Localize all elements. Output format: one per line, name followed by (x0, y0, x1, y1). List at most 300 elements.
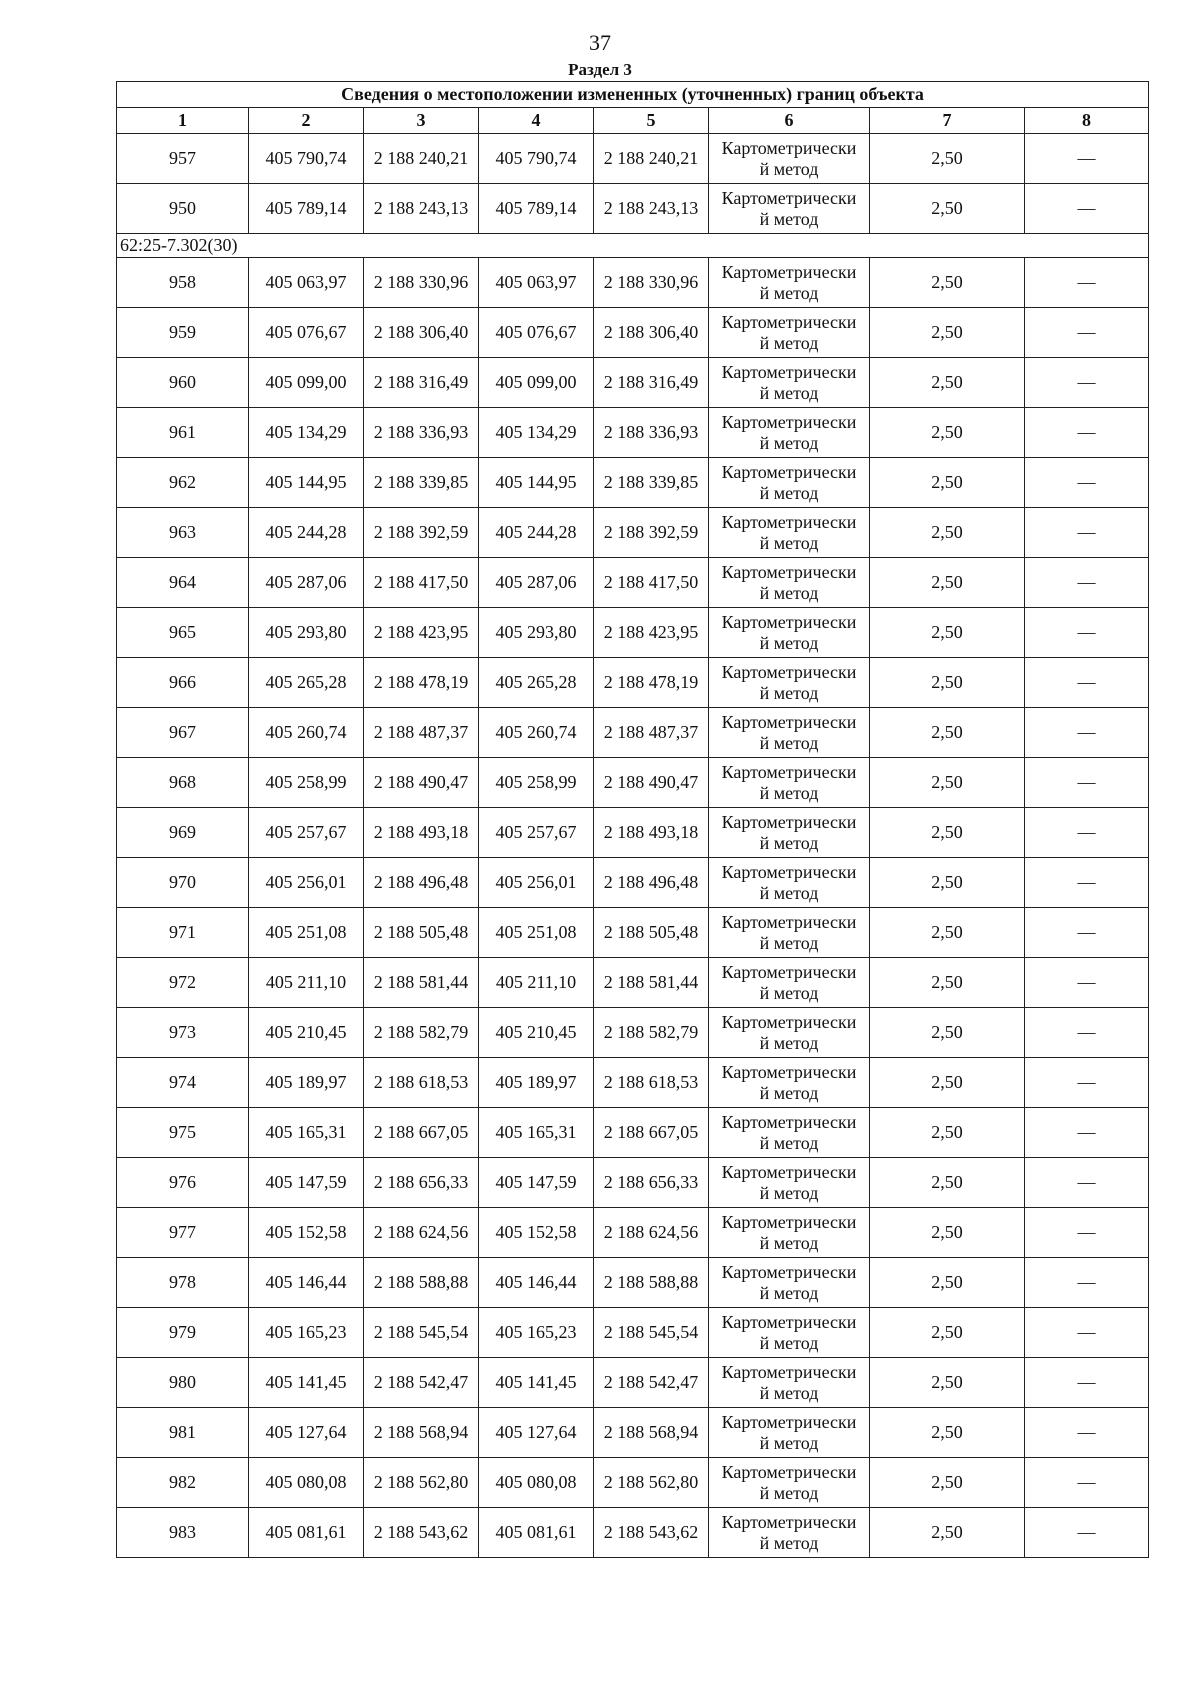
method-line-2: й метод (759, 1382, 819, 1403)
x-old-cell: 405 099,00 (249, 358, 364, 408)
method-cell (709, 708, 870, 758)
method-cell (709, 1508, 870, 1558)
x-old-cell: 405 127,64 (249, 1408, 364, 1458)
accuracy-cell: 2,50 (870, 558, 1025, 608)
method-cell (709, 908, 870, 958)
method-line-1: Картометрически (721, 561, 857, 582)
x-new-cell: 405 211,10 (479, 958, 594, 1008)
y-old-cell: 2 188 667,05 (364, 1108, 479, 1158)
table-row (117, 908, 1149, 958)
y-old-cell: 2 188 316,49 (364, 358, 479, 408)
point-number-cell: 968 (117, 758, 249, 808)
y-old-cell: 2 188 330,96 (364, 258, 479, 308)
method-line-2: й метод (759, 1032, 819, 1053)
point-number-cell: 963 (117, 508, 249, 558)
x-new-cell: 405 146,44 (479, 1258, 594, 1308)
method-cell (709, 1108, 870, 1158)
y-old-cell: 2 188 656,33 (364, 1158, 479, 1208)
method-line-1: Картометрически (721, 861, 857, 882)
y-new-cell: 2 188 545,54 (594, 1308, 709, 1358)
y-old-cell: 2 188 490,47 (364, 758, 479, 808)
table-row (117, 758, 1149, 808)
table-row (117, 1358, 1149, 1408)
method-cell (709, 1208, 870, 1258)
accuracy-cell: 2,50 (870, 758, 1025, 808)
table-row (117, 1108, 1149, 1158)
y-old-cell: 2 188 496,48 (364, 858, 479, 908)
y-old-cell: 2 188 505,48 (364, 908, 479, 958)
description-cell: — (1025, 358, 1149, 408)
y-old-cell: 2 188 243,13 (364, 184, 479, 234)
boundary-table (116, 81, 1149, 1558)
y-old-cell: 2 188 588,88 (364, 1258, 479, 1308)
table-row (117, 1058, 1149, 1108)
point-number-cell: 971 (117, 908, 249, 958)
description-cell: — (1025, 258, 1149, 308)
method-line-2: й метод (759, 432, 819, 453)
y-new-cell: 2 188 336,93 (594, 408, 709, 458)
y-new-cell: 2 188 417,50 (594, 558, 709, 608)
table-row (117, 1208, 1149, 1258)
method-cell (709, 1058, 870, 1108)
y-new-cell: 2 188 505,48 (594, 908, 709, 958)
y-old-cell: 2 188 417,50 (364, 558, 479, 608)
y-new-cell: 2 188 656,33 (594, 1158, 709, 1208)
method-cell (709, 608, 870, 658)
x-new-cell: 405 251,08 (479, 908, 594, 958)
description-cell: — (1025, 858, 1149, 908)
y-old-cell: 2 188 562,80 (364, 1458, 479, 1508)
method-line-1: Картометрически (721, 711, 857, 732)
y-new-cell: 2 188 582,79 (594, 1008, 709, 1058)
x-new-cell: 405 127,64 (479, 1408, 594, 1458)
accuracy-cell: 2,50 (870, 258, 1025, 308)
x-old-cell: 405 076,67 (249, 308, 364, 358)
method-cell (709, 408, 870, 458)
y-new-cell: 2 188 392,59 (594, 508, 709, 558)
description-cell: — (1025, 308, 1149, 358)
y-new-cell: 2 188 330,96 (594, 258, 709, 308)
column-header-2: 2 (249, 108, 364, 134)
x-old-cell: 405 141,45 (249, 1358, 364, 1408)
method-cell (709, 1008, 870, 1058)
x-new-cell: 405 165,23 (479, 1308, 594, 1358)
x-old-cell: 405 081,61 (249, 1508, 364, 1558)
point-number-cell: 980 (117, 1358, 249, 1408)
table-caption-row (117, 82, 1149, 108)
method-line-1: Картометрически (721, 361, 857, 382)
description-cell: — (1025, 808, 1149, 858)
description-cell: — (1025, 1508, 1149, 1558)
x-old-cell: 405 251,08 (249, 908, 364, 958)
group-row (117, 234, 1149, 258)
description-cell: — (1025, 408, 1149, 458)
x-new-cell: 405 265,28 (479, 658, 594, 708)
description-cell: — (1025, 1208, 1149, 1258)
y-new-cell: 2 188 624,56 (594, 1208, 709, 1258)
x-new-cell: 405 152,58 (479, 1208, 594, 1258)
point-number-cell: 962 (117, 458, 249, 508)
x-new-cell: 405 141,45 (479, 1358, 594, 1408)
method-line-2: й метод (759, 282, 819, 303)
x-old-cell: 405 258,99 (249, 758, 364, 808)
accuracy-cell: 2,50 (870, 608, 1025, 658)
point-number-cell: 982 (117, 1458, 249, 1508)
x-new-cell: 405 210,45 (479, 1008, 594, 1058)
y-new-cell: 2 188 339,85 (594, 458, 709, 508)
table-row (117, 1258, 1149, 1308)
description-cell: — (1025, 1158, 1149, 1208)
x-old-cell: 405 256,01 (249, 858, 364, 908)
method-line-1: Картометрически (721, 661, 857, 682)
y-new-cell: 2 188 243,13 (594, 184, 709, 234)
x-old-cell: 405 165,31 (249, 1108, 364, 1158)
x-new-cell: 405 189,97 (479, 1058, 594, 1108)
accuracy-cell: 2,50 (870, 1208, 1025, 1258)
page-number: 37 (589, 30, 611, 55)
accuracy-cell: 2,50 (870, 708, 1025, 758)
x-old-cell: 405 134,29 (249, 408, 364, 458)
method-cell (709, 458, 870, 508)
description-cell: — (1025, 1258, 1149, 1308)
y-new-cell: 2 188 568,94 (594, 1408, 709, 1458)
accuracy-cell: 2,50 (870, 134, 1025, 184)
accuracy-cell: 2,50 (870, 358, 1025, 408)
method-line-1: Картометрически (721, 1261, 857, 1282)
x-old-cell: 405 063,97 (249, 258, 364, 308)
accuracy-cell: 2,50 (870, 1308, 1025, 1358)
method-line-2: й метод (759, 832, 819, 853)
y-new-cell: 2 188 478,19 (594, 658, 709, 708)
method-line-2: й метод (759, 1232, 819, 1253)
method-line-2: й метод (759, 1332, 819, 1353)
method-line-1: Картометрически (721, 1011, 857, 1032)
accuracy-cell: 2,50 (870, 1058, 1025, 1108)
method-line-1: Картометрически (721, 137, 857, 158)
table-row (117, 308, 1149, 358)
x-new-cell: 405 080,08 (479, 1458, 594, 1508)
table-row (117, 134, 1149, 184)
x-old-cell: 405 790,74 (249, 134, 364, 184)
section-title: Раздел 3 (568, 60, 632, 79)
column-header-1: 1 (117, 108, 249, 134)
table-row (117, 1158, 1149, 1208)
method-cell (709, 308, 870, 358)
method-line-2: й метод (759, 1432, 819, 1453)
description-cell: — (1025, 508, 1149, 558)
method-line-2: й метод (759, 582, 819, 603)
y-new-cell: 2 188 316,49 (594, 358, 709, 408)
table-row (117, 708, 1149, 758)
point-number-cell: 976 (117, 1158, 249, 1208)
method-line-2: й метод (759, 332, 819, 353)
x-old-cell: 405 260,74 (249, 708, 364, 758)
point-number-cell: 959 (117, 308, 249, 358)
x-old-cell: 405 293,80 (249, 608, 364, 658)
column-header-5: 5 (594, 108, 709, 134)
table-row (117, 184, 1149, 234)
description-cell: — (1025, 1108, 1149, 1158)
description-cell: — (1025, 608, 1149, 658)
x-new-cell: 405 257,67 (479, 808, 594, 858)
x-new-cell: 405 081,61 (479, 1508, 594, 1558)
description-cell: — (1025, 558, 1149, 608)
y-new-cell: 2 188 618,53 (594, 1058, 709, 1108)
point-number-cell: 961 (117, 408, 249, 458)
method-line-2: й метод (759, 732, 819, 753)
y-old-cell: 2 188 493,18 (364, 808, 479, 858)
point-number-cell: 983 (117, 1508, 249, 1558)
accuracy-cell: 2,50 (870, 508, 1025, 558)
y-new-cell: 2 188 588,88 (594, 1258, 709, 1308)
method-line-2: й метод (759, 382, 819, 403)
column-header-8: 8 (1025, 108, 1149, 134)
x-new-cell: 405 076,67 (479, 308, 594, 358)
table-row (117, 358, 1149, 408)
method-line-1: Картометрически (721, 911, 857, 932)
table-row (117, 608, 1149, 658)
y-new-cell: 2 188 562,80 (594, 1458, 709, 1508)
x-new-cell: 405 165,31 (479, 1108, 594, 1158)
method-line-1: Картометрически (721, 461, 857, 482)
description-cell: — (1025, 908, 1149, 958)
method-line-2: й метод (759, 632, 819, 653)
x-new-cell: 405 244,28 (479, 508, 594, 558)
accuracy-cell: 2,50 (870, 1158, 1025, 1208)
method-line-1: Картометрически (721, 511, 857, 532)
point-number-cell: 964 (117, 558, 249, 608)
point-number-cell: 969 (117, 808, 249, 858)
method-line-1: Картометрически (721, 1061, 857, 1082)
y-old-cell: 2 188 478,19 (364, 658, 479, 708)
y-new-cell: 2 188 542,47 (594, 1358, 709, 1408)
method-cell (709, 958, 870, 1008)
table-body (117, 82, 1149, 1558)
table-row (117, 458, 1149, 508)
x-new-cell: 405 134,29 (479, 408, 594, 458)
point-number-cell: 972 (117, 958, 249, 1008)
y-new-cell: 2 188 423,95 (594, 608, 709, 658)
column-header-3: 3 (364, 108, 479, 134)
table-row (117, 408, 1149, 458)
column-header-4: 4 (479, 108, 594, 134)
y-new-cell: 2 188 306,40 (594, 308, 709, 358)
accuracy-cell: 2,50 (870, 908, 1025, 958)
description-cell: — (1025, 658, 1149, 708)
method-line-2: й метод (759, 482, 819, 503)
method-line-1: Картометрически (721, 261, 857, 282)
y-new-cell: 2 188 490,47 (594, 758, 709, 808)
x-old-cell: 405 144,95 (249, 458, 364, 508)
column-header-6: 6 (709, 108, 870, 134)
description-cell: — (1025, 1008, 1149, 1058)
method-line-1: Картометрически (721, 1161, 857, 1182)
method-cell (709, 758, 870, 808)
method-cell (709, 658, 870, 708)
description-cell: — (1025, 184, 1149, 234)
y-old-cell: 2 188 543,62 (364, 1508, 479, 1558)
x-old-cell: 405 165,23 (249, 1308, 364, 1358)
method-cell (709, 1258, 870, 1308)
y-old-cell: 2 188 542,47 (364, 1358, 479, 1408)
method-cell (709, 134, 870, 184)
table-caption: Сведения о местоположении измененных (уточненных) границ объекта (117, 82, 1149, 108)
y-old-cell: 2 188 582,79 (364, 1008, 479, 1058)
method-cell (709, 1158, 870, 1208)
method-line-2: й метод (759, 1132, 819, 1153)
description-cell: — (1025, 758, 1149, 808)
point-number-cell: 979 (117, 1308, 249, 1358)
method-line-2: й метод (759, 1482, 819, 1503)
point-number-cell: 958 (117, 258, 249, 308)
point-number-cell: 960 (117, 358, 249, 408)
accuracy-cell: 2,50 (870, 408, 1025, 458)
y-new-cell: 2 188 240,21 (594, 134, 709, 184)
method-line-2: й метод (759, 208, 819, 229)
method-line-2: й метод (759, 1282, 819, 1303)
x-new-cell: 405 789,14 (479, 184, 594, 234)
y-old-cell: 2 188 581,44 (364, 958, 479, 1008)
point-number-cell: 957 (117, 134, 249, 184)
y-new-cell: 2 188 581,44 (594, 958, 709, 1008)
table-row (117, 658, 1149, 708)
method-line-2: й метод (759, 1182, 819, 1203)
x-new-cell: 405 260,74 (479, 708, 594, 758)
description-cell: — (1025, 1458, 1149, 1508)
point-number-cell: 965 (117, 608, 249, 658)
point-number-cell: 973 (117, 1008, 249, 1058)
table-row (117, 258, 1149, 308)
y-old-cell: 2 188 568,94 (364, 1408, 479, 1458)
table-row (117, 558, 1149, 608)
description-cell: — (1025, 134, 1149, 184)
method-line-1: Картометрически (721, 1311, 857, 1332)
accuracy-cell: 2,50 (870, 858, 1025, 908)
x-old-cell: 405 147,59 (249, 1158, 364, 1208)
method-line-2: й метод (759, 682, 819, 703)
y-old-cell: 2 188 618,53 (364, 1058, 479, 1108)
y-old-cell: 2 188 423,95 (364, 608, 479, 658)
y-new-cell: 2 188 543,62 (594, 1508, 709, 1558)
cadastral-group-label: 62:25-7.302(30) (117, 234, 1149, 258)
y-old-cell: 2 188 392,59 (364, 508, 479, 558)
accuracy-cell: 2,50 (870, 1508, 1025, 1558)
accuracy-cell: 2,50 (870, 808, 1025, 858)
method-cell (709, 558, 870, 608)
accuracy-cell: 2,50 (870, 1008, 1025, 1058)
x-new-cell: 405 790,74 (479, 134, 594, 184)
table-row (117, 1308, 1149, 1358)
method-cell (709, 1458, 870, 1508)
x-old-cell: 405 257,67 (249, 808, 364, 858)
accuracy-cell: 2,50 (870, 184, 1025, 234)
y-old-cell: 2 188 545,54 (364, 1308, 479, 1358)
y-old-cell: 2 188 339,85 (364, 458, 479, 508)
description-cell: — (1025, 1408, 1149, 1458)
table-header-row (117, 108, 1149, 134)
x-new-cell: 405 144,95 (479, 458, 594, 508)
method-line-1: Картометрически (721, 611, 857, 632)
point-number-cell: 970 (117, 858, 249, 908)
accuracy-cell: 2,50 (870, 1458, 1025, 1508)
y-new-cell: 2 188 493,18 (594, 808, 709, 858)
x-new-cell: 405 099,00 (479, 358, 594, 408)
description-cell: — (1025, 958, 1149, 1008)
table-row (117, 1508, 1149, 1558)
x-old-cell: 405 265,28 (249, 658, 364, 708)
table-row (117, 508, 1149, 558)
y-old-cell: 2 188 624,56 (364, 1208, 479, 1258)
point-number-cell: 974 (117, 1058, 249, 1108)
method-line-1: Картометрически (721, 411, 857, 432)
x-old-cell: 405 210,45 (249, 1008, 364, 1058)
y-new-cell: 2 188 487,37 (594, 708, 709, 758)
x-new-cell: 405 063,97 (479, 258, 594, 308)
description-cell: — (1025, 708, 1149, 758)
x-old-cell: 405 244,28 (249, 508, 364, 558)
x-new-cell: 405 293,80 (479, 608, 594, 658)
point-number-cell: 967 (117, 708, 249, 758)
table-row (117, 858, 1149, 908)
x-old-cell: 405 152,58 (249, 1208, 364, 1258)
method-line-2: й метод (759, 782, 819, 803)
x-new-cell: 405 258,99 (479, 758, 594, 808)
x-new-cell: 405 287,06 (479, 558, 594, 608)
method-line-2: й метод (759, 158, 819, 179)
y-new-cell: 2 188 496,48 (594, 858, 709, 908)
method-cell (709, 1358, 870, 1408)
table-row (117, 1458, 1149, 1508)
description-cell: — (1025, 458, 1149, 508)
method-cell (709, 508, 870, 558)
method-cell (709, 184, 870, 234)
column-header-7: 7 (870, 108, 1025, 134)
method-line-1: Картометрически (721, 311, 857, 332)
accuracy-cell: 2,50 (870, 1358, 1025, 1408)
method-line-1: Картометрически (721, 811, 857, 832)
point-number-cell: 977 (117, 1208, 249, 1258)
method-line-2: й метод (759, 882, 819, 903)
point-number-cell: 978 (117, 1258, 249, 1308)
table-row (117, 958, 1149, 1008)
method-line-1: Картометрически (721, 1411, 857, 1432)
point-number-cell: 950 (117, 184, 249, 234)
x-old-cell: 405 146,44 (249, 1258, 364, 1308)
method-line-1: Картометрически (721, 1211, 857, 1232)
method-line-1: Картометрически (721, 1511, 857, 1532)
method-line-2: й метод (759, 932, 819, 953)
method-line-2: й метод (759, 1082, 819, 1103)
accuracy-cell: 2,50 (870, 1108, 1025, 1158)
method-cell (709, 1408, 870, 1458)
method-cell (709, 358, 870, 408)
accuracy-cell: 2,50 (870, 1258, 1025, 1308)
method-line-1: Картометрически (721, 1461, 857, 1482)
method-cell (709, 1308, 870, 1358)
method-cell (709, 858, 870, 908)
point-number-cell: 981 (117, 1408, 249, 1458)
table-row (117, 1408, 1149, 1458)
method-line-1: Картометрически (721, 961, 857, 982)
x-old-cell: 405 287,06 (249, 558, 364, 608)
method-line-2: й метод (759, 982, 819, 1003)
y-old-cell: 2 188 336,93 (364, 408, 479, 458)
description-cell: — (1025, 1358, 1149, 1408)
method-cell (709, 808, 870, 858)
x-old-cell: 405 189,97 (249, 1058, 364, 1108)
method-line-1: Картометрически (721, 1111, 857, 1132)
x-new-cell: 405 256,01 (479, 858, 594, 908)
